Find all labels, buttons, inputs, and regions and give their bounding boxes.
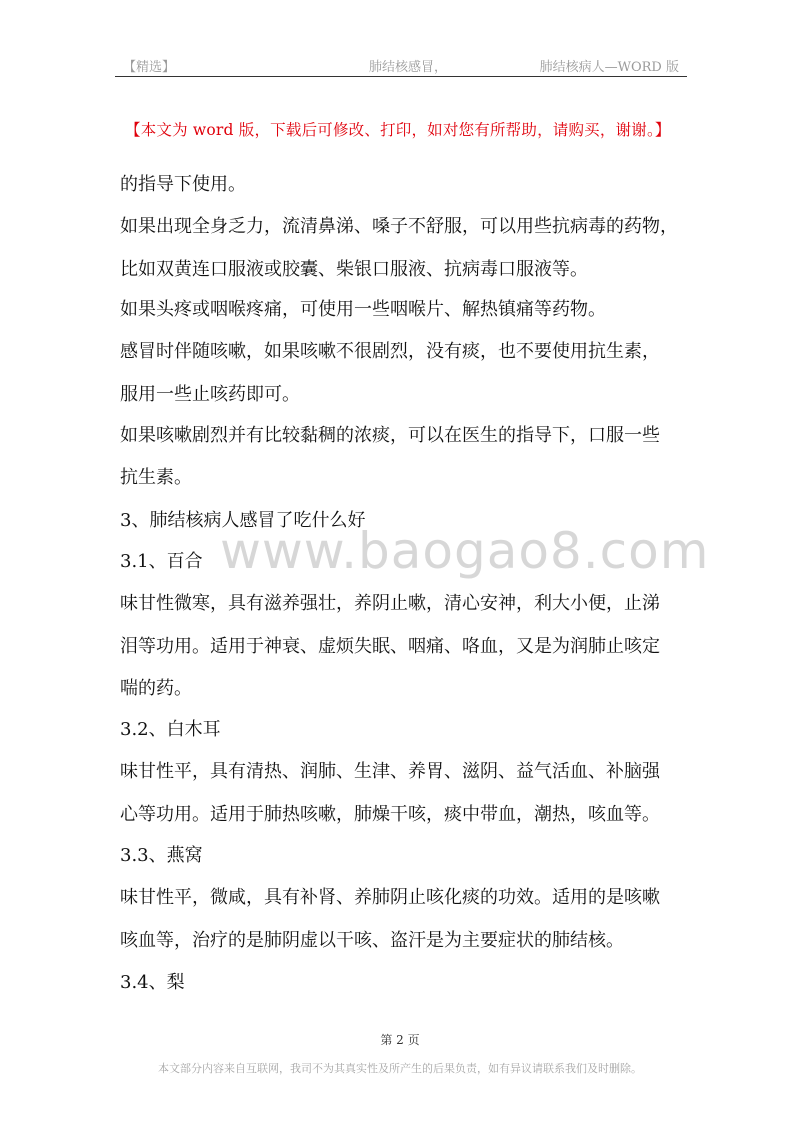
paragraph-line: 味甘性平，具有清热、润肺、生津、养胃、滋阴、益气活血、补脑强 (120, 761, 660, 782)
paragraph-line: 服用一些止咳药即可。 (120, 384, 300, 405)
paragraph-line: 如果出现全身乏力，流清鼻涕、嗓子不舒服，可以用些抗病毒的药物， (120, 216, 678, 237)
paragraph-line: 咳血等，治疗的是肺阴虚以干咳、盗汗是为主要症状的肺结核。 (120, 930, 624, 951)
paragraph-line: 如果咳嗽剧烈并有比较黏稠的浓痰，可以在医生的指导下，口服一些 (120, 425, 660, 446)
paragraph-line: 比如双黄连口服液或胶囊、柴银口服液、抗病毒口服液等。 (120, 259, 588, 280)
subsection-heading: 3.2、白木耳 (120, 719, 221, 740)
paragraph-line: 感冒时伴随咳嗽，如果咳嗽不很剧烈，没有痰，也不要使用抗生素， (120, 341, 660, 362)
watermark: www.baogao8.com (220, 522, 710, 580)
paragraph-line: 的指导下使用。 (120, 174, 246, 195)
paragraph-line: 抗生素。 (120, 467, 192, 488)
page-header (115, 56, 687, 76)
download-notice: 【本文为 word 版，下载后可修改、打印，如对您有所帮助，请购买，谢谢。】 (125, 121, 671, 139)
paragraph-line: 味甘性微寒，具有滋养强壮，养阴止嗽，清心安神，利大小便，止涕 (120, 593, 660, 614)
paragraph-line: 心等功用。适用于肺热咳嗽，肺燥干咳，痰中带血，潮热，咳血等。 (120, 804, 660, 825)
section-heading: 3、肺结核病人感冒了吃什么好 (120, 510, 366, 531)
page-number: 第 2 页 (380, 1033, 420, 1047)
subsection-heading: 3.4、梨 (120, 972, 185, 993)
paragraph-line: 味甘性平，微咸，具有补肾、养肺阴止咳化痰的功效。适用的是咳嗽 (120, 887, 660, 908)
paragraph-line: 如果头疼或咽喉疼痛，可使用一些咽喉片、解热镇痛等药物。 (120, 299, 606, 320)
header-left-text: 【精选】 (123, 60, 176, 75)
paragraph-line: 泪等功用。适用于神衰、虚烦失眠、咽痛、咯血，又是为润肺止咳定 (120, 636, 660, 657)
subsection-heading: 3.1、百合 (120, 551, 203, 572)
header-right-text: 肺结核病人—WORD 版 (539, 60, 679, 75)
subsection-heading: 3.3、燕窝 (120, 845, 203, 866)
paragraph-line: 喘的药。 (120, 678, 192, 699)
header-divider (115, 76, 687, 77)
footer-disclaimer: 本文部分内容来自互联网，我司不为其真实性及所产生的后果负责，如有异议请联系我们及时删除。 (158, 1062, 642, 1075)
header-middle-text: 肺结核感冒， (369, 60, 448, 75)
